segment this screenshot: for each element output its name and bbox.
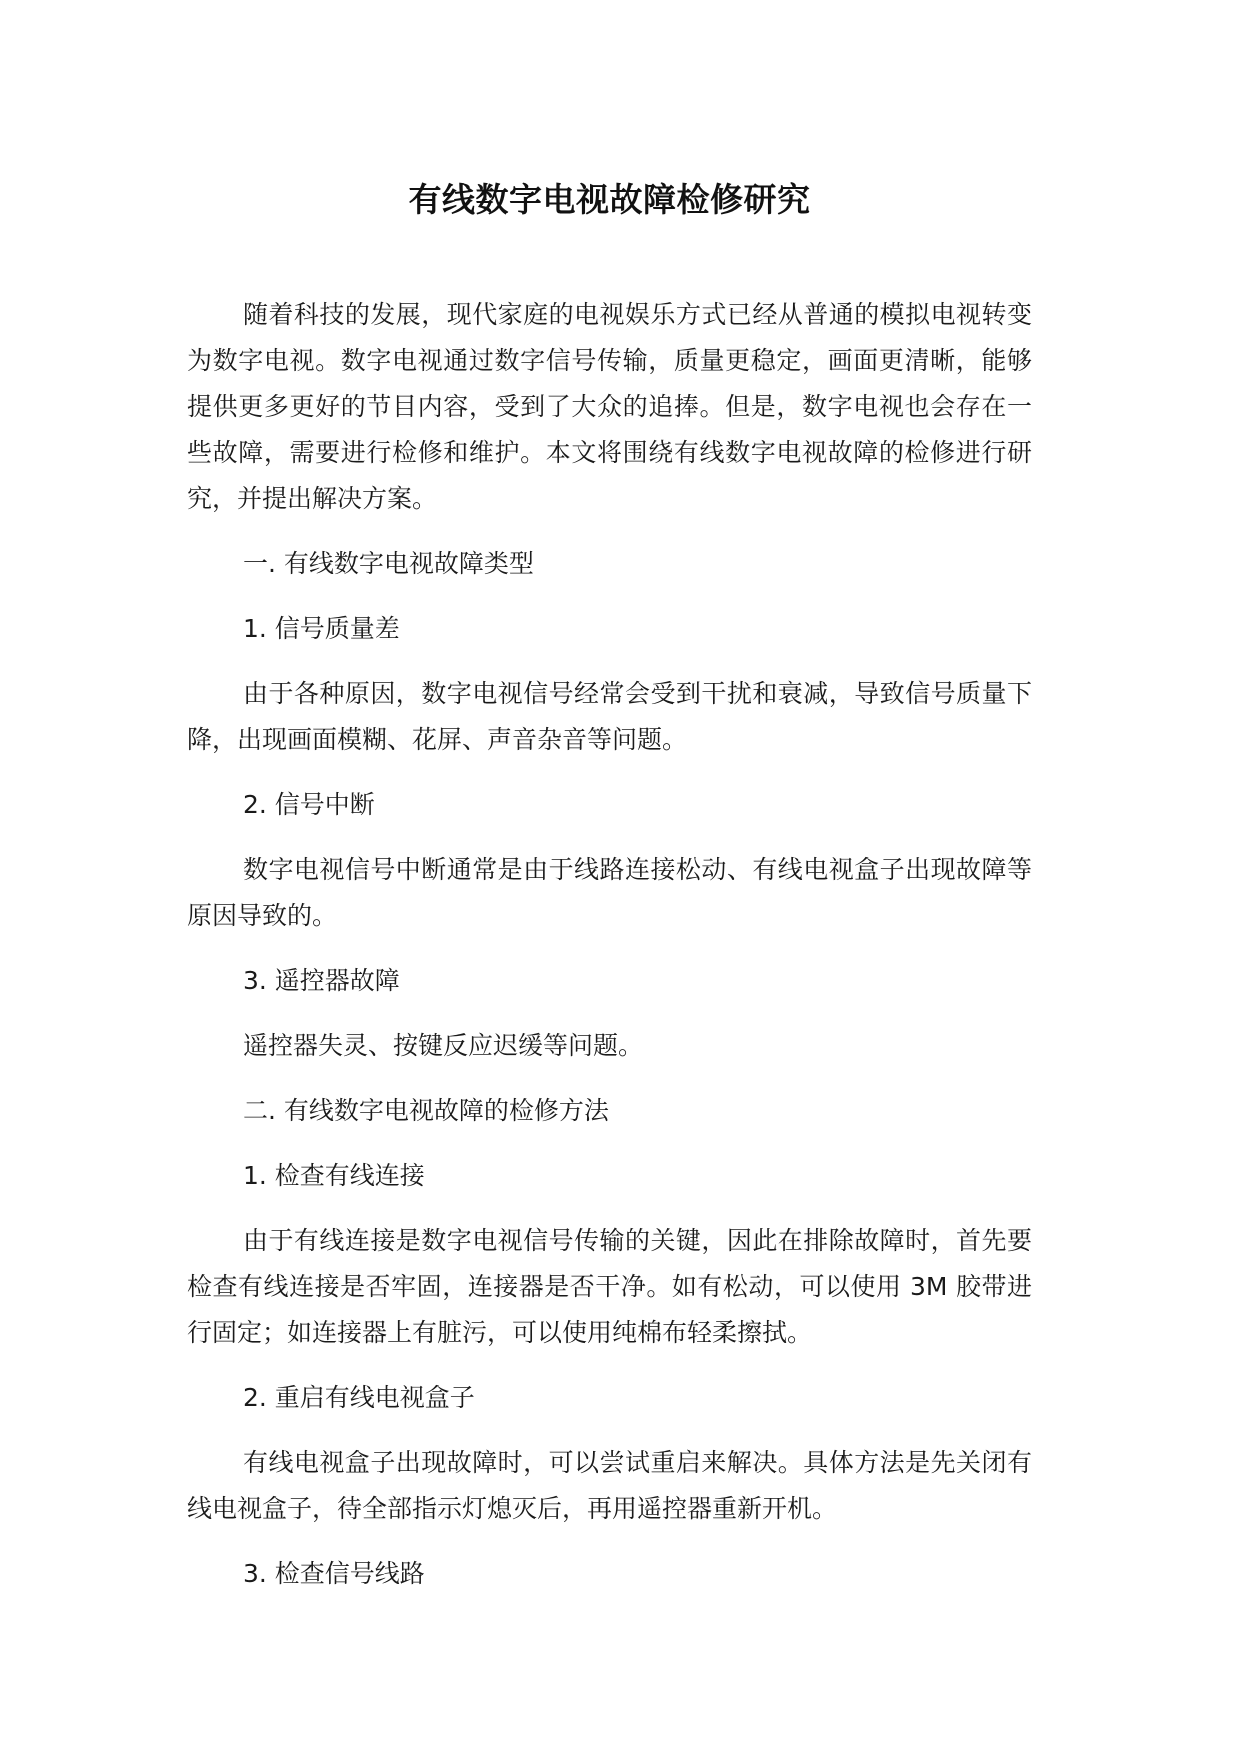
subheading-restart-box: 2. 重启有线电视盒子 <box>243 1383 475 1412</box>
paragraph-signal-interruption: 数字电视信号中断通常是由于线路连接松动、有线电视盒子出现故障等原因导致的。 <box>187 855 1032 930</box>
paragraph-restart-box: 有线电视盒子出现故障时，可以尝试重启来解决。具体方法是先关闭有线电视盒子，待全部指示灯熄灭后，再用遥控器重新开机。 <box>187 1448 1032 1523</box>
subheading-signal-interruption: 2. 信号中断 <box>243 790 375 819</box>
paragraph-remote-fault: 遥控器失灵、按键反应迟缓等问题。 <box>243 1031 644 1060</box>
subheading-poor-signal: 1. 信号质量差 <box>243 614 400 643</box>
paragraph-check-connection: 由于有线连接是数字电视信号传输的关键，因此在排除故障时，首先要检查有线连接是否牢固，连接器是否干净。如有松动，可以使用 3M 胶带进行固定；如连接器上有脏污，可以使用纯棉布轻柔擦拭。 <box>187 1226 1032 1347</box>
intro-paragraph: 随着科技的发展，现代家庭的电视娱乐方式已经从普通的模拟电视转变为数字电视。数字电视通过数字信号传输，质量更稳定，画面更清晰，能够提供更多更好的节目内容，受到了大众的追捧。但是，数字电视也会存在一些故障，需要进行检修和维护。本文将围绕有线数字电视故障的检修进行研究，并提出解决方案。 <box>187 300 1032 513</box>
section-heading-repair-methods: 二. 有线数字电视故障的检修方法 <box>243 1096 609 1125</box>
subheading-check-signal-line: 3. 检查信号线路 <box>243 1559 425 1588</box>
subheading-remote-fault: 3. 遥控器故障 <box>243 966 400 995</box>
subheading-check-connection: 1. 检查有线连接 <box>243 1161 425 1190</box>
document-title: 有线数字电视故障检修研究 <box>408 180 811 219</box>
section-heading-fault-types: 一. 有线数字电视故障类型 <box>243 549 534 578</box>
document-body <box>187 292 1032 1616</box>
paragraph-poor-signal: 由于各种原因，数字电视信号经常会受到干扰和衰减，导致信号质量下降，出现画面模糊、花屏、声音杂音等问题。 <box>187 679 1032 754</box>
